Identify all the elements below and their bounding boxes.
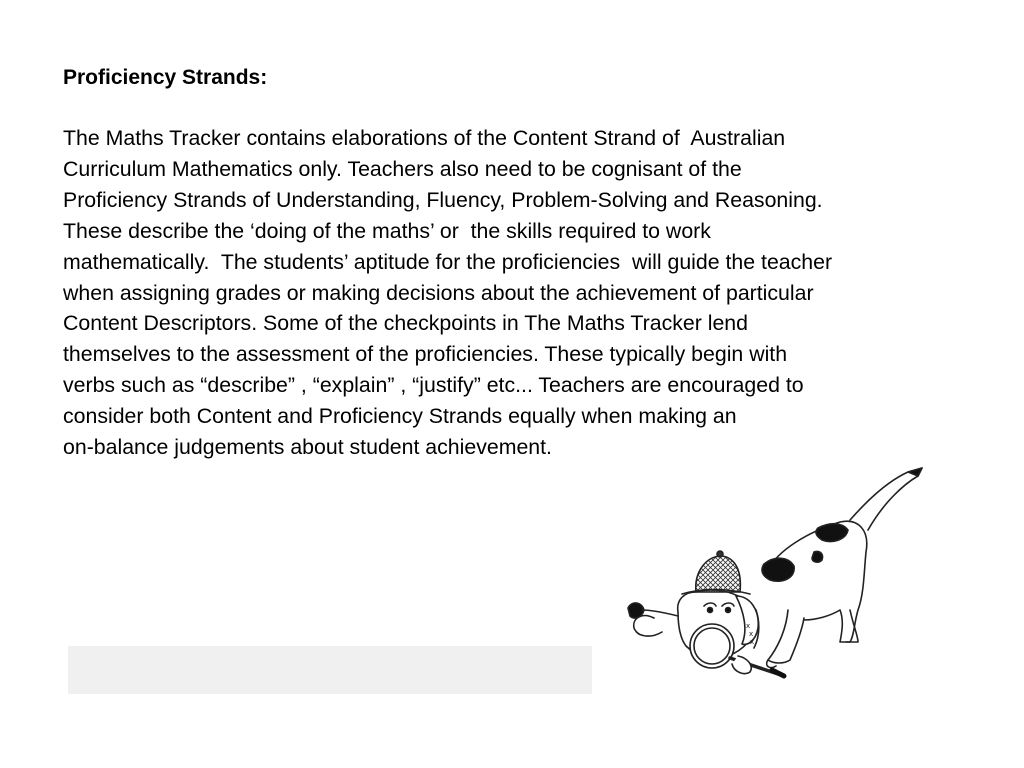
body-line: Curriculum Mathematics only. Teachers also need to be cognisant of the xyxy=(63,156,742,181)
body-line: mathematically. The students’ aptitude for the proficiencies will guide the teacher xyxy=(63,249,833,274)
detective-dog-icon xyxy=(618,460,930,688)
slide-heading: Proficiency Strands: xyxy=(63,66,268,89)
placeholder-box xyxy=(68,646,592,694)
svg-text:x: x xyxy=(746,622,751,630)
body-line: These describe the ‘doing of the maths’ or the skills required to work xyxy=(63,218,711,243)
svg-text:x: x xyxy=(750,638,755,646)
slide-body xyxy=(63,123,1013,463)
body-line: Content Descriptors. Some of the checkpoints in The Maths Tracker lend xyxy=(63,311,748,336)
body-line: Proficiency Strands of Understanding, Fluency, Problem-Solving and Reasoning. xyxy=(63,187,823,212)
body-line: The Maths Tracker contains elaborations of the Content Strand of Australian xyxy=(63,126,786,150)
body-line: on-balance judgements about student achievement. xyxy=(63,435,552,460)
body-line: when assigning grades or making decisions about the achievement of particular xyxy=(63,280,814,305)
body-line: themselves to the assessment of the proficiencies. These typically begin with xyxy=(63,342,788,367)
svg-text:x: x xyxy=(749,630,754,638)
body-line: consider both Content and Proficiency Strands equally when making an xyxy=(63,404,737,429)
body-line: verbs such as “describe” , “explain” , “justify” etc... Teachers are encouraged to xyxy=(63,373,804,398)
